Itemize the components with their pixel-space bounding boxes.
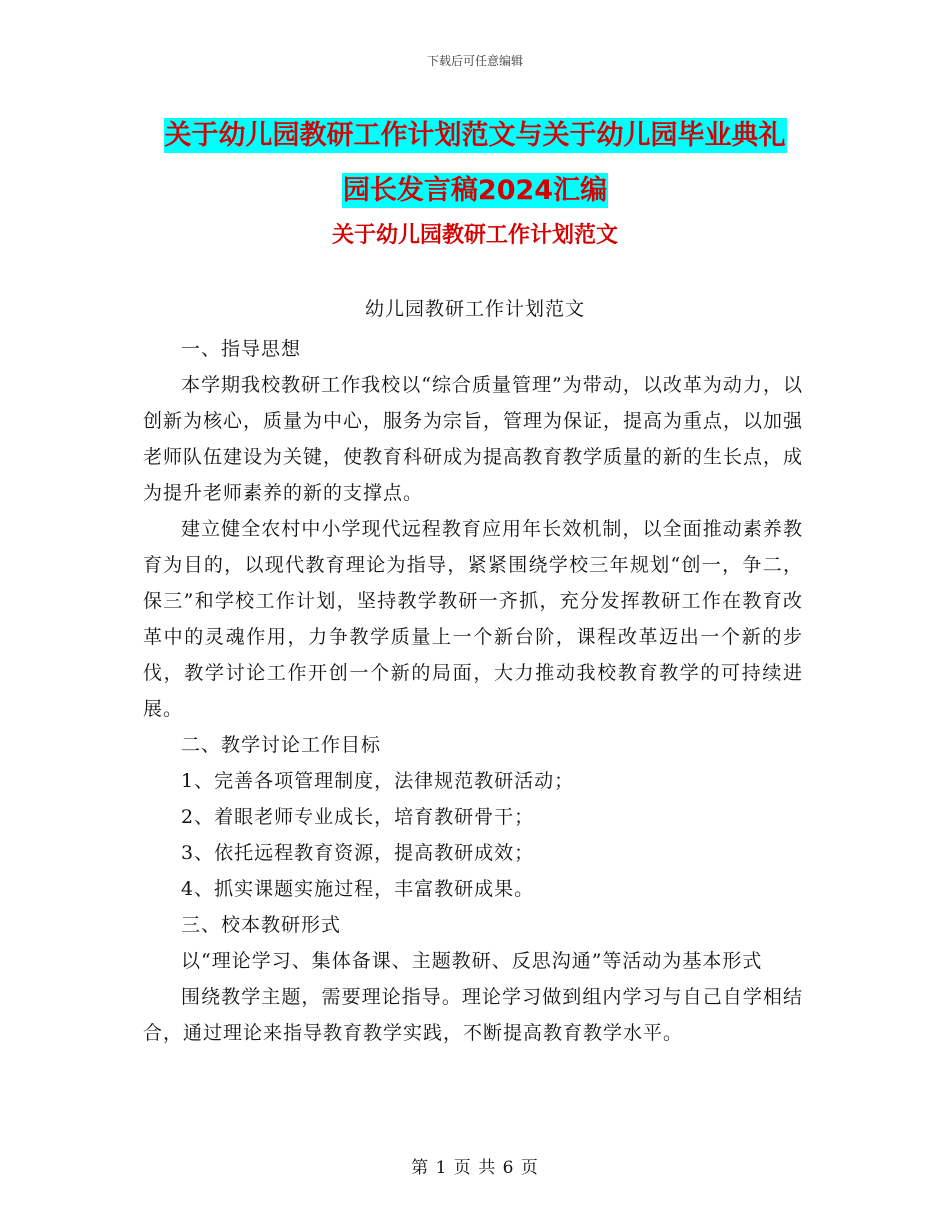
list-item: 4、抓实课题实施过程，丰富教研成果。 [181,878,535,900]
document-title-line-1: 关于幼儿园教研工作计划范文与关于幼儿园毕业典礼 [164,120,786,151]
paragraph: 建立健全农村中小学现代远程教育应用年长效机制，以全面推动素养教育为目的，以现代教育理论为指导，紧紧围绕学校三年规划“创一，争二，保三”和学校工作计划，坚持教学教研一齐抓，充分发挥教研工作在教育改革中的灵魂作用，力争教学质量上一个新台阶，课程改革迈出一个新的步伐，教学讨论工作开创一个新的局面，大力推动我校教育教学的可持续进展。 [143,518,803,720]
list-item: 2、着眼老师专业成长，培育教研骨干； [181,806,535,828]
paragraph: 以“理论学习、集体备课、主题教研、反思沟通”等活动为基本形式 [181,950,763,972]
document-title-line-2: 园长发言稿2024汇编 [342,175,608,206]
list-item: 1、完善各项管理制度，法律规范教研活动； [181,770,575,792]
subtitle: 幼儿园教研工作计划范文 [364,298,585,320]
list-item: 3、依托远程教育资源，提高教研成效； [181,842,535,864]
document-title [120,108,830,218]
paragraph: 本学期我校教研工作我校以“综合质量管理”为带动，以改革为动力，以创新为核心，质量为中心，服务为宗旨，管理为保证，提高为重点，以加强老师队伍建设为关键，使教育科研成为提高教育教学质量的新的生长点，成为提升老师素养的新的支撑点。 [143,374,804,504]
paragraph-heading-guiding-ideology: 一、指导思想 [181,338,302,360]
page-header-note: 下载后可任意编辑 [426,54,523,68]
section-title: 关于幼儿园教研工作计划范文 [331,223,618,248]
page-number-footer: 第 1 页 共 6 页 [411,1158,539,1178]
paragraph-heading-forms: 三、校本教研形式 [181,914,342,936]
paragraph: 围绕教学主题，需要理论指导。理论学习做到组内学习与自己自学相结合，通过理论来指导教育教学实践，不断提高教育教学水平。 [143,986,803,1044]
paragraph-heading-goals: 二、教学讨论工作目标 [181,734,382,756]
body-text [143,331,803,1051]
